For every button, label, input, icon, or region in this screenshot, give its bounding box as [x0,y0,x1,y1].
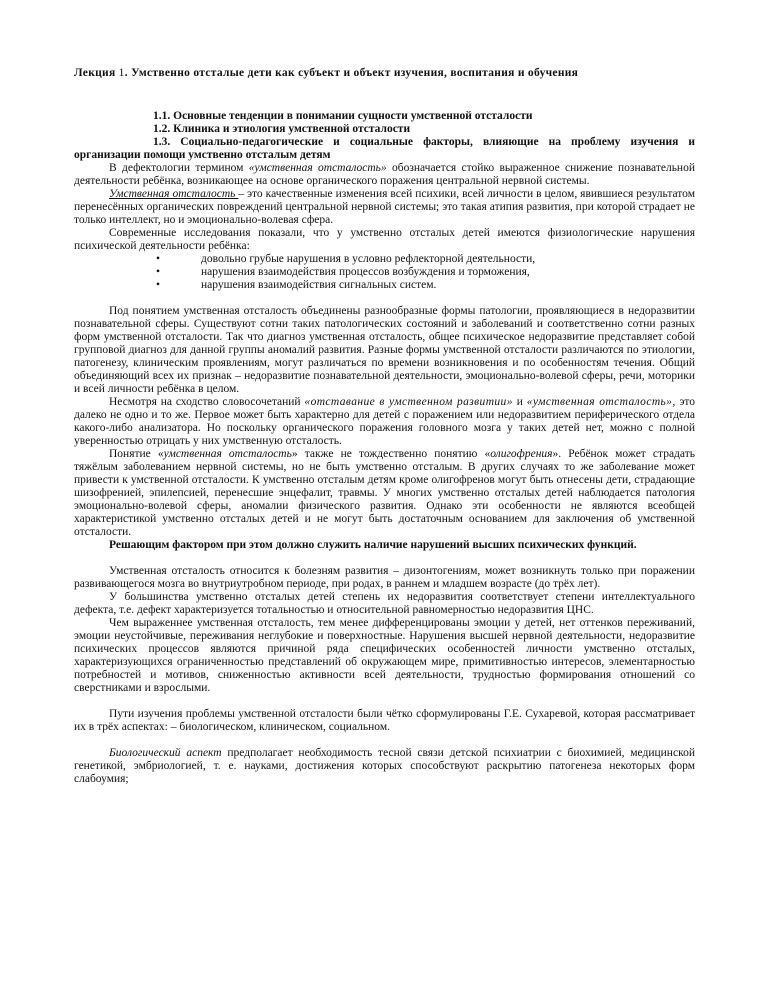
paragraph-oligophrenia: Понятие «умственная отсталость» также не тождественно понятию «олигофрения». Ребёнок может страдать тяжёлым заболеванием нервной системы, но не быть умственно отсталым. В других случаях то же заболевание может привести к умственной отсталости. К умственно отсталым детям кроме олигофренов могут быть отнесены дети, страдающие шизофренией, эпилепсией, перенесшие энцефалит, травмы. У многих умственно отсталых детей наблюдается патология эмоционально-волевой сферы, аномалии физического развития. Однако эти особенности не являются всеобщей характеристикой умственно отсталых детей и не могут быть достаточным основанием для заключения об умственной отсталости. [74,448,695,538]
term-italic: олигофрения [490,448,553,460]
list-item: • нарушения взаимодействия процессов возбуждения и торможения, [74,266,695,279]
paragraph-emotions: Чем выраженнее умственная отсталость, тем менее дифференцированы эмоции у детей, нет оттенков переживаний, эмоции неустойчивые, переживания неглубокие и поверхностные. Нарушения высшей нервной деятельности, недоразвитие психических процессов являются причиной ряда специфических особенностей личности умственно отсталых, характеризующихся ограниченностью представлений об окружающем мире, примитивностью интересов, элементарностью потребностей и мотивов, сниженностью активности всей деятельности, трудностью формирования отношений со сверстниками и взрослыми. [74,617,695,694]
paragraph-degree: У большинства умственно отсталых детей степень их недоразвития соответствует степени интеллектуального дефекта, т.е. дефект характеризуется тотальностью и относительной равномерностью недоразвития ЦНС. [74,591,695,616]
lecture-heading [74,67,695,80]
list-item: • довольно грубые нарушения в условно рефлекторной деятельности, [74,253,695,266]
term-underlined: Умственная отсталость [109,188,239,200]
list-item: • нарушения взаимодействия сигнальных систем. [74,279,695,292]
paragraph-distinction: Несмотря на сходство словосочетаний «отставание в умственном развитии» и «умственная отсталость», это далеко не одно и то же. Первое может быть характерно для детей с поражением или недоразвитием периферического отдела какого-либо анализатора. Но поскольку органического поражения головного мозга у таких детей нет, можно с полной уверенностью отрицать у них умственную отсталость. [74,396,696,447]
toc-item: 1.1. Основные тенденции в понимании сущности умственной отсталости [153,110,533,122]
lecture-prefix: Лекция [74,67,119,79]
toc-item: 1.2. Клиника и этиология умственной отсталости [153,123,411,135]
document-body [74,67,695,786]
term-italic: Биологический аспект [109,747,222,759]
paragraph-definition-2: Умственная отсталость – это качественные изменения всей психики, всей личности в целом, явившиеся результатом перенесённых органических повреждений центральной нервной системы; это такая атипия развития, при которой страдает не только интеллект, но и эмоционально-волевая сфера. [74,188,695,226]
paragraph-sukhareva: Пути изучения проблемы умственной отсталости были чётко сформулированы Г.Е. Сухаревой, которая рассматривает их в трёх аспектах: – биологическом, клиническом, социальном. [74,708,695,733]
paragraph-forms: Под понятием умственная отсталость объединены разнообразные формы патологии, проявляющиеся в недоразвитии познавательной сферы. Существуют сотни таких патологических состояний и заболеваний и соответственно сотни разных форм умственной отсталости. Так что диагноз умственная отсталость, общее психическое недоразвитие представляет собой групповой диагноз для данной группы аномалий развития. Разные формы умственной отсталости различаются по этиологии, патогенезу, клиническим проявлениям, могут различаться по времени возникновения и по особенностям течения. Общий объединяющий всех их признак – недоразвитие познавательной деятельности, эмоционально-волевой сферы, речи, моторики и всей личности ребёнка в целом. [74,305,695,395]
paragraph-research: Современные исследования показали, что у умственно отсталых детей имеются физиологические нарушения психической деятельности ребёнка: [74,227,695,252]
bullet-list [74,253,695,292]
table-of-contents [74,110,695,162]
toc-item: 1.3. Социально-педагогические и социальные факторы, влияющие на проблему изучения и организации помощи умственно отсталым детям [74,136,695,161]
term-italic: умственная отсталость [163,448,292,460]
paragraph-biological: Биологический аспект предполагает необходимость тесной связи детской психиатрии с биохимией, медицинской генетикой, эмбриологией, т. е. науками, достижения которых способствуют раскрытию патогенеза некоторых форм слабоумия; [74,747,695,785]
paragraph-dysontogeny: Умственная отсталость относится к болезням развития – дизонтогениям, может возникнуть только при поражении развивающегося мозга во внутриутробном периоде, при родах, в раннем и младшем возрасте (до трёх лет). [74,565,695,590]
paragraph-key-factor: Решающим фактором при этом должно служить наличие нарушений высших психических функций. [109,539,637,551]
paragraph-definition: В дефектологии термином «умственная отсталость» обозначается стойко выраженное снижение познавательной деятельности ребёнка, возникающее на основе органического поражения центральной нервной системы. [74,162,695,187]
term-italic: «умственная отсталость» [248,162,387,174]
term-italic: «отставание в умственном развитии» [304,396,513,408]
lecture-number: 1 [118,67,125,79]
lecture-title: . Умственно отсталые дети как субъект и объект изучения, воспитания и обучения [124,67,579,79]
term-italic: «умственная отсталость», [526,396,676,408]
